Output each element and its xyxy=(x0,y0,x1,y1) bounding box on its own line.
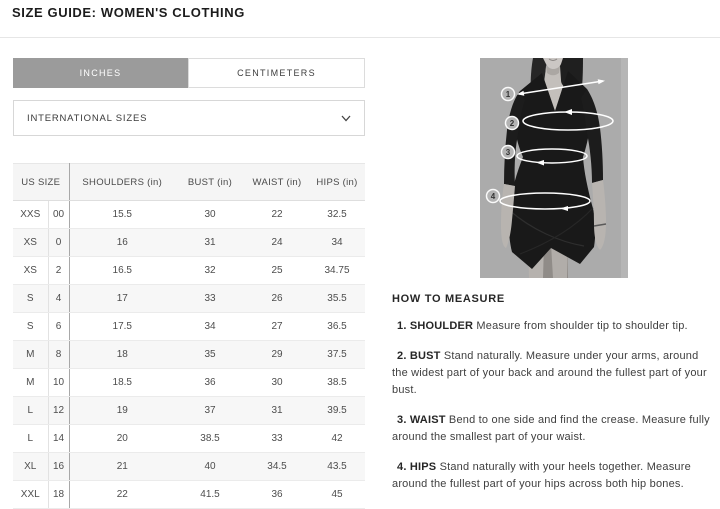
measure-item xyxy=(392,412,711,446)
measure-item-label: 3. WAIST xyxy=(397,414,446,426)
measure-marker-4 xyxy=(487,190,500,203)
international-sizes-dropdown[interactable] xyxy=(13,100,365,136)
table-row xyxy=(13,285,365,313)
table-cell: 42 xyxy=(309,425,365,453)
table-cell: 36 xyxy=(175,369,245,397)
size-table-header xyxy=(13,164,365,201)
table-cell: 18.5 xyxy=(69,369,175,397)
table-row xyxy=(13,369,365,397)
table-cell: 25 xyxy=(245,257,309,285)
table-cell: 33 xyxy=(245,425,309,453)
measure-item-label: 4. HIPS xyxy=(397,461,437,473)
table-cell: 31 xyxy=(175,229,245,257)
table-cell: 32.5 xyxy=(309,201,365,229)
table-cell: 34 xyxy=(175,313,245,341)
table-cell: S xyxy=(13,313,48,341)
table-cell: 22 xyxy=(69,481,175,509)
table-cell: M xyxy=(13,369,48,397)
svg-text:4: 4 xyxy=(490,192,496,201)
column-header: WAIST (in) xyxy=(245,164,309,201)
table-row xyxy=(13,453,365,481)
table-cell: 32 xyxy=(175,257,245,285)
measure-guide xyxy=(392,293,711,493)
table-cell: 41.5 xyxy=(175,481,245,509)
table-cell: 37 xyxy=(175,397,245,425)
table-cell: XL xyxy=(13,453,48,481)
table-cell: 17 xyxy=(69,285,175,313)
measurement-figure xyxy=(480,58,628,278)
column-header-us-size: US SIZE xyxy=(13,164,69,201)
measure-guide-items xyxy=(392,318,711,493)
table-cell: 18 xyxy=(69,341,175,369)
table-row xyxy=(13,257,365,285)
table-row xyxy=(13,425,365,453)
table-cell: 33 xyxy=(175,285,245,313)
measure-item-text: Measure from shoulder tip to shoulder tip. xyxy=(473,320,688,332)
table-cell: 34.75 xyxy=(309,257,365,285)
table-cell: 00 xyxy=(48,201,69,229)
measure-marker-2 xyxy=(506,117,519,130)
table-row xyxy=(13,341,365,369)
dropdown-selected-value: INTERNATIONAL SIZES xyxy=(27,112,148,124)
table-cell: 18 xyxy=(48,481,69,509)
table-cell: 2 xyxy=(48,257,69,285)
measure-item xyxy=(392,318,711,335)
measure-item xyxy=(392,459,711,493)
table-cell: 0 xyxy=(48,229,69,257)
size-guide-panel xyxy=(13,58,365,509)
table-cell: 26 xyxy=(245,285,309,313)
column-header: HIPS (in) xyxy=(309,164,365,201)
table-cell: 16.5 xyxy=(69,257,175,285)
table-cell: 15.5 xyxy=(69,201,175,229)
table-row xyxy=(13,397,365,425)
table-cell: 40 xyxy=(175,453,245,481)
table-cell: 17.5 xyxy=(69,313,175,341)
table-cell: 24 xyxy=(245,229,309,257)
table-cell: 35 xyxy=(175,341,245,369)
table-row xyxy=(13,313,365,341)
table-cell: 29 xyxy=(245,341,309,369)
table-row xyxy=(13,229,365,257)
table-cell: 34.5 xyxy=(245,453,309,481)
table-cell: 27 xyxy=(245,313,309,341)
measure-item-text: Stand naturally. Measure under your arms, around the widest part of your back and around the fullest part of your bust. xyxy=(392,350,707,396)
table-cell: 43.5 xyxy=(309,453,365,481)
column-header: BUST (in) xyxy=(175,164,245,201)
table-cell: XS xyxy=(13,257,48,285)
model-photo xyxy=(480,58,628,278)
size-table-body xyxy=(13,201,365,509)
table-cell: 31 xyxy=(245,397,309,425)
svg-text:1: 1 xyxy=(505,90,511,99)
table-cell: 22 xyxy=(245,201,309,229)
tab-centimeters[interactable]: CENTIMETERS xyxy=(188,58,365,88)
table-cell: 6 xyxy=(48,313,69,341)
svg-text:3: 3 xyxy=(505,148,511,157)
measure-item xyxy=(392,348,711,399)
table-cell: XXS xyxy=(13,201,48,229)
svg-text:2: 2 xyxy=(509,119,515,128)
tab-inches[interactable]: INCHES xyxy=(13,58,188,88)
table-cell: 38.5 xyxy=(309,369,365,397)
measure-item-label: 2. BUST xyxy=(397,350,441,362)
table-cell: 36 xyxy=(245,481,309,509)
measure-marker-3 xyxy=(502,146,515,159)
table-cell: 37.5 xyxy=(309,341,365,369)
table-cell: 38.5 xyxy=(175,425,245,453)
chevron-down-icon xyxy=(341,115,351,122)
column-header: SHOULDERS (in) xyxy=(69,164,175,201)
table-cell: 19 xyxy=(69,397,175,425)
measure-marker-1 xyxy=(502,88,515,101)
table-cell: 30 xyxy=(175,201,245,229)
table-cell: 20 xyxy=(69,425,175,453)
size-table xyxy=(13,163,365,509)
table-cell: L xyxy=(13,425,48,453)
table-cell: 34 xyxy=(309,229,365,257)
table-cell: 35.5 xyxy=(309,285,365,313)
table-cell: 4 xyxy=(48,285,69,313)
page-title: SIZE GUIDE: WOMEN'S CLOTHING xyxy=(12,5,245,20)
table-cell: 36.5 xyxy=(309,313,365,341)
table-cell: 12 xyxy=(48,397,69,425)
table-cell: XXL xyxy=(13,481,48,509)
table-cell: 8 xyxy=(48,341,69,369)
measure-item-text: Stand naturally with your heels together. Measure around the fullest part of your hips across both hip bones. xyxy=(392,461,691,490)
table-cell: 30 xyxy=(245,369,309,397)
table-cell: 21 xyxy=(69,453,175,481)
table-cell: 16 xyxy=(69,229,175,257)
table-cell: S xyxy=(13,285,48,313)
table-cell: 14 xyxy=(48,425,69,453)
table-cell: XS xyxy=(13,229,48,257)
table-row xyxy=(13,201,365,229)
table-row xyxy=(13,481,365,509)
table-cell: L xyxy=(13,397,48,425)
table-cell: 16 xyxy=(48,453,69,481)
table-cell: 10 xyxy=(48,369,69,397)
table-cell: 45 xyxy=(309,481,365,509)
units-tabs xyxy=(13,58,365,88)
measure-item-text: Bend to one side and find the crease. Measure fully around the smallest part of your waist. xyxy=(392,414,710,443)
measure-guide-heading: HOW TO MEASURE xyxy=(392,293,505,305)
table-cell: 39.5 xyxy=(309,397,365,425)
table-cell: M xyxy=(13,341,48,369)
header-divider xyxy=(0,37,720,38)
measure-item-label: 1. SHOULDER xyxy=(397,320,474,332)
